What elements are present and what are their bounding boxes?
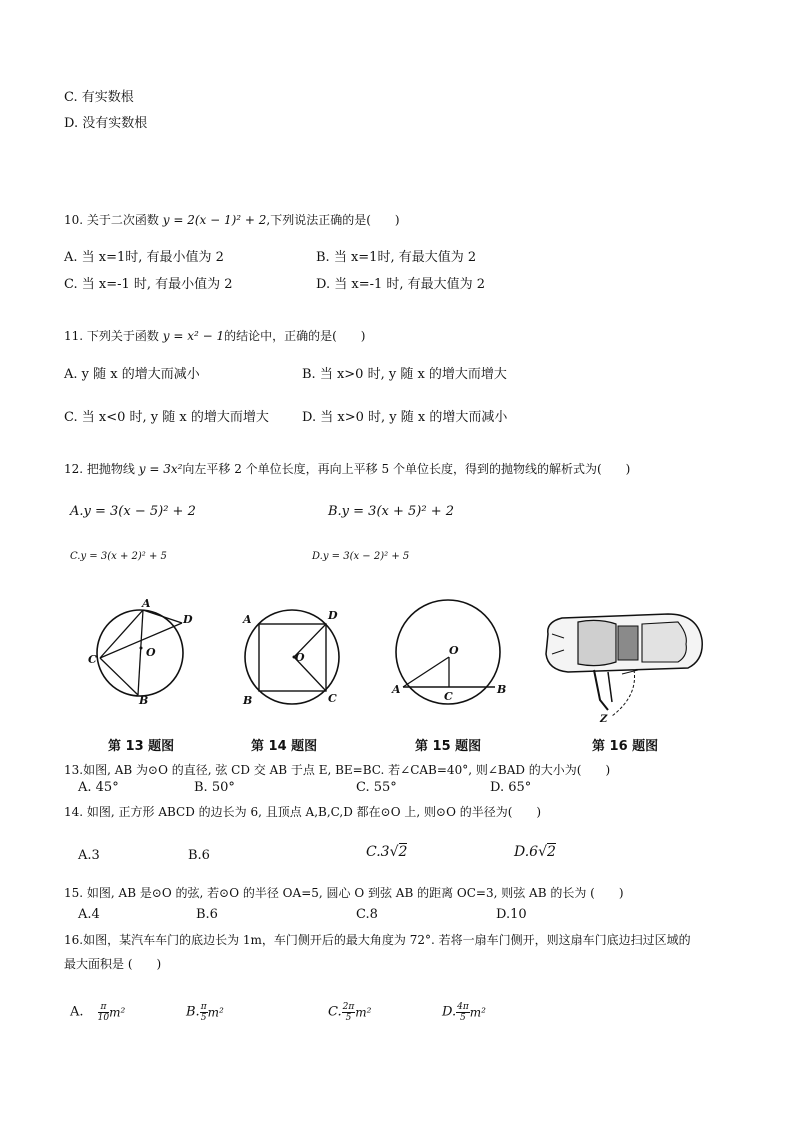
q11-option-b: B. 当 x>0 时, y 随 x 的增大而增大	[302, 367, 507, 382]
fig15-radius-oa	[403, 657, 449, 687]
q11-formula: y = x² − 1	[162, 329, 225, 343]
fig13-line-ca	[100, 610, 143, 658]
q12-option-a: A.y = 3(x − 5)² + 2	[70, 504, 196, 519]
fig13-label-c: C	[88, 653, 97, 666]
fig15-label-o: O	[449, 644, 459, 657]
figure-15	[386, 598, 510, 708]
q10-formula: y = 2(x − 1)² + 2	[162, 213, 267, 227]
q16-b-num: π	[200, 1002, 207, 1012]
caption-16: 第 16 题图	[592, 739, 659, 754]
caption-14: 第 14 题图	[251, 739, 318, 754]
q16-option-c	[328, 1002, 371, 1023]
fig13-label-b: B	[139, 694, 149, 707]
fig14-label-d: D	[328, 609, 338, 622]
q14-option-c-radicand: 2	[398, 844, 408, 860]
q16-option-c-fraction	[342, 1002, 356, 1023]
q11-option-a: A. y 随 x 的增大而减小	[64, 367, 200, 382]
q14-option-d-radicand: 2	[547, 844, 556, 860]
q16-option-d-label: D.	[442, 1004, 457, 1020]
q11-option-c: C. 当 x<0 时, y 随 x 的增大而增大	[64, 410, 269, 425]
q16-option-a-unit: m²	[109, 1005, 126, 1020]
q16-c-num: 2π	[342, 1002, 355, 1012]
fig14-label-c: C	[328, 692, 337, 705]
q16-b-den: 5	[200, 1013, 207, 1023]
figure-16-car-icon	[538, 604, 708, 724]
q12-stem-post: 向左平移 2 个单位长度，再向上平移 5 个单位长度，得到的抛物线的解析式为( )	[182, 462, 631, 476]
q15-option-a: A.4	[78, 907, 100, 922]
q15-stem: 15. 如图, AB 是⊙O 的弦, 若⊙O 的半径 OA=5, 圆心 O 到弦 AB 的距离 OC=3, 则弦 AB 的长为 ( )	[64, 886, 624, 900]
fig15-label-b: B	[497, 683, 507, 696]
q10-option-c: C. 当 x=-1 时, 有最小值为 2	[64, 277, 233, 292]
q13-option-a: A. 45°	[78, 780, 119, 795]
q16-c-den: 5	[345, 1013, 352, 1023]
q16-option-d-unit: m²	[469, 1005, 486, 1020]
q13-stem: 13.如图, AB 为⊙O 的直径, 弦 CD 交 AB 于点 E, BE=BC. 若∠CAB=40°, 则∠BAD 的大小为( )	[64, 763, 611, 777]
q12-stem-pre: 12. 把抛物线	[64, 462, 135, 476]
q16-option-d	[442, 1002, 486, 1023]
q11-stem-pre: 11. 下列关于函数	[64, 329, 159, 343]
car-sunroof-icon	[618, 626, 638, 660]
q10-stem	[64, 211, 400, 229]
fig13-label-d: D	[183, 613, 193, 626]
q10-option-a: A. 当 x=1时, 有最小值为 2	[64, 250, 224, 265]
prev-option-c: C. 有实数根	[64, 90, 134, 105]
fig13-diameter-ab	[138, 610, 143, 695]
q12-formula: y = 3x²	[138, 462, 183, 476]
q15-option-d: D.10	[496, 907, 527, 922]
q13-option-b: B. 50°	[194, 780, 235, 795]
fig15-label-a: A	[392, 683, 401, 696]
fig15-circle	[396, 600, 500, 704]
fig14-label-a: A	[243, 613, 252, 626]
q16-stem-line2: 最大面积是 ( )	[64, 957, 162, 971]
fig13-line-cb	[100, 658, 138, 695]
fig13-label-a: A	[142, 597, 151, 610]
q12-option-c: C.y = 3(x + 2)² + 5	[70, 551, 167, 562]
q16-stem-line1: 16.如图，某汽车车门的底边长为 1m，车门侧开后的最大角度为 72°. 若将一扇车门侧开，则这扇车门底边扫过区域的	[64, 933, 691, 947]
q15-option-b: B.6	[196, 907, 218, 922]
q16-option-b-fraction	[200, 1002, 208, 1023]
fig13-label-o: O	[146, 646, 156, 659]
q16-option-c-unit: m²	[355, 1005, 372, 1020]
q16-a-den: 10	[97, 1013, 110, 1023]
q16-option-a-label: A.	[70, 1004, 84, 1020]
fig13-center-dot	[140, 647, 143, 650]
q16-option-a	[70, 1002, 125, 1023]
prev-option-d: D. 没有实数根	[64, 116, 148, 131]
q14-stem: 14. 如图, 正方形 ABCD 的边长为 6, 且顶点 A,B,C,D 都在⊙O 上, 则⊙O 的半径为( )	[64, 805, 542, 819]
q15-option-c: C.8	[356, 907, 378, 922]
q16-d-den: 5	[460, 1013, 466, 1023]
figure-14	[238, 604, 346, 714]
car-windshield-icon	[578, 620, 616, 665]
q14-option-d: D.6√2	[514, 844, 556, 860]
q10-stem-pre: 10. 关于二次函数	[64, 213, 159, 227]
q14-option-d-prefix: D.6	[514, 844, 539, 860]
car-door-edge-icon	[608, 672, 612, 702]
q14-option-c-prefix: C.3	[366, 844, 390, 860]
car-door-icon	[594, 670, 608, 710]
q11-stem-post: 的结论中，正确的是( )	[224, 329, 366, 343]
q10-stem-post: ,下列说法正确的是( )	[266, 213, 400, 227]
q16-option-b-label: B.	[186, 1004, 200, 1020]
q12-option-d: D.y = 3(x − 2)² + 5	[312, 551, 410, 562]
q16-option-c-label: C.	[328, 1004, 342, 1020]
q12-option-b: B.y = 3(x + 5)² + 2	[328, 504, 455, 519]
q14-option-a: A.3	[78, 848, 100, 863]
q10-option-d: D. 当 x=-1 时, 有最大值为 2	[316, 277, 486, 292]
q14-option-b: B.6	[188, 848, 210, 863]
caption-13: 第 13 题图	[108, 739, 175, 754]
fig16-mark: Z	[600, 714, 608, 724]
fig15-label-c: C	[444, 690, 453, 703]
q16-a-num: π	[98, 1002, 109, 1013]
figure-13	[86, 596, 196, 708]
caption-15: 第 15 题图	[415, 739, 482, 754]
door-swing-arc-icon	[612, 670, 635, 716]
q16-option-d-fraction	[456, 1002, 470, 1023]
q16-option-a-fraction	[98, 1002, 109, 1023]
q16-option-b	[186, 1002, 224, 1023]
q16-d-num: 4π	[457, 1002, 469, 1012]
q10-option-b: B. 当 x=1时, 有最大值为 2	[316, 250, 477, 265]
q11-option-d: D. 当 x>0 时, y 随 x 的增大而减小	[302, 410, 508, 425]
q13-option-c: C. 55°	[356, 780, 397, 795]
q12-stem	[64, 460, 630, 478]
car-roof-icon	[642, 622, 686, 662]
q13-option-d: D. 65°	[490, 780, 532, 795]
q14-option-c: C.3√2	[366, 844, 408, 860]
fig14-label-b: B	[243, 694, 253, 707]
fig14-label-o: O	[295, 651, 305, 664]
fig13-line-ad	[143, 610, 182, 623]
q11-stem	[64, 327, 365, 345]
q16-option-b-unit: m²	[207, 1005, 224, 1020]
